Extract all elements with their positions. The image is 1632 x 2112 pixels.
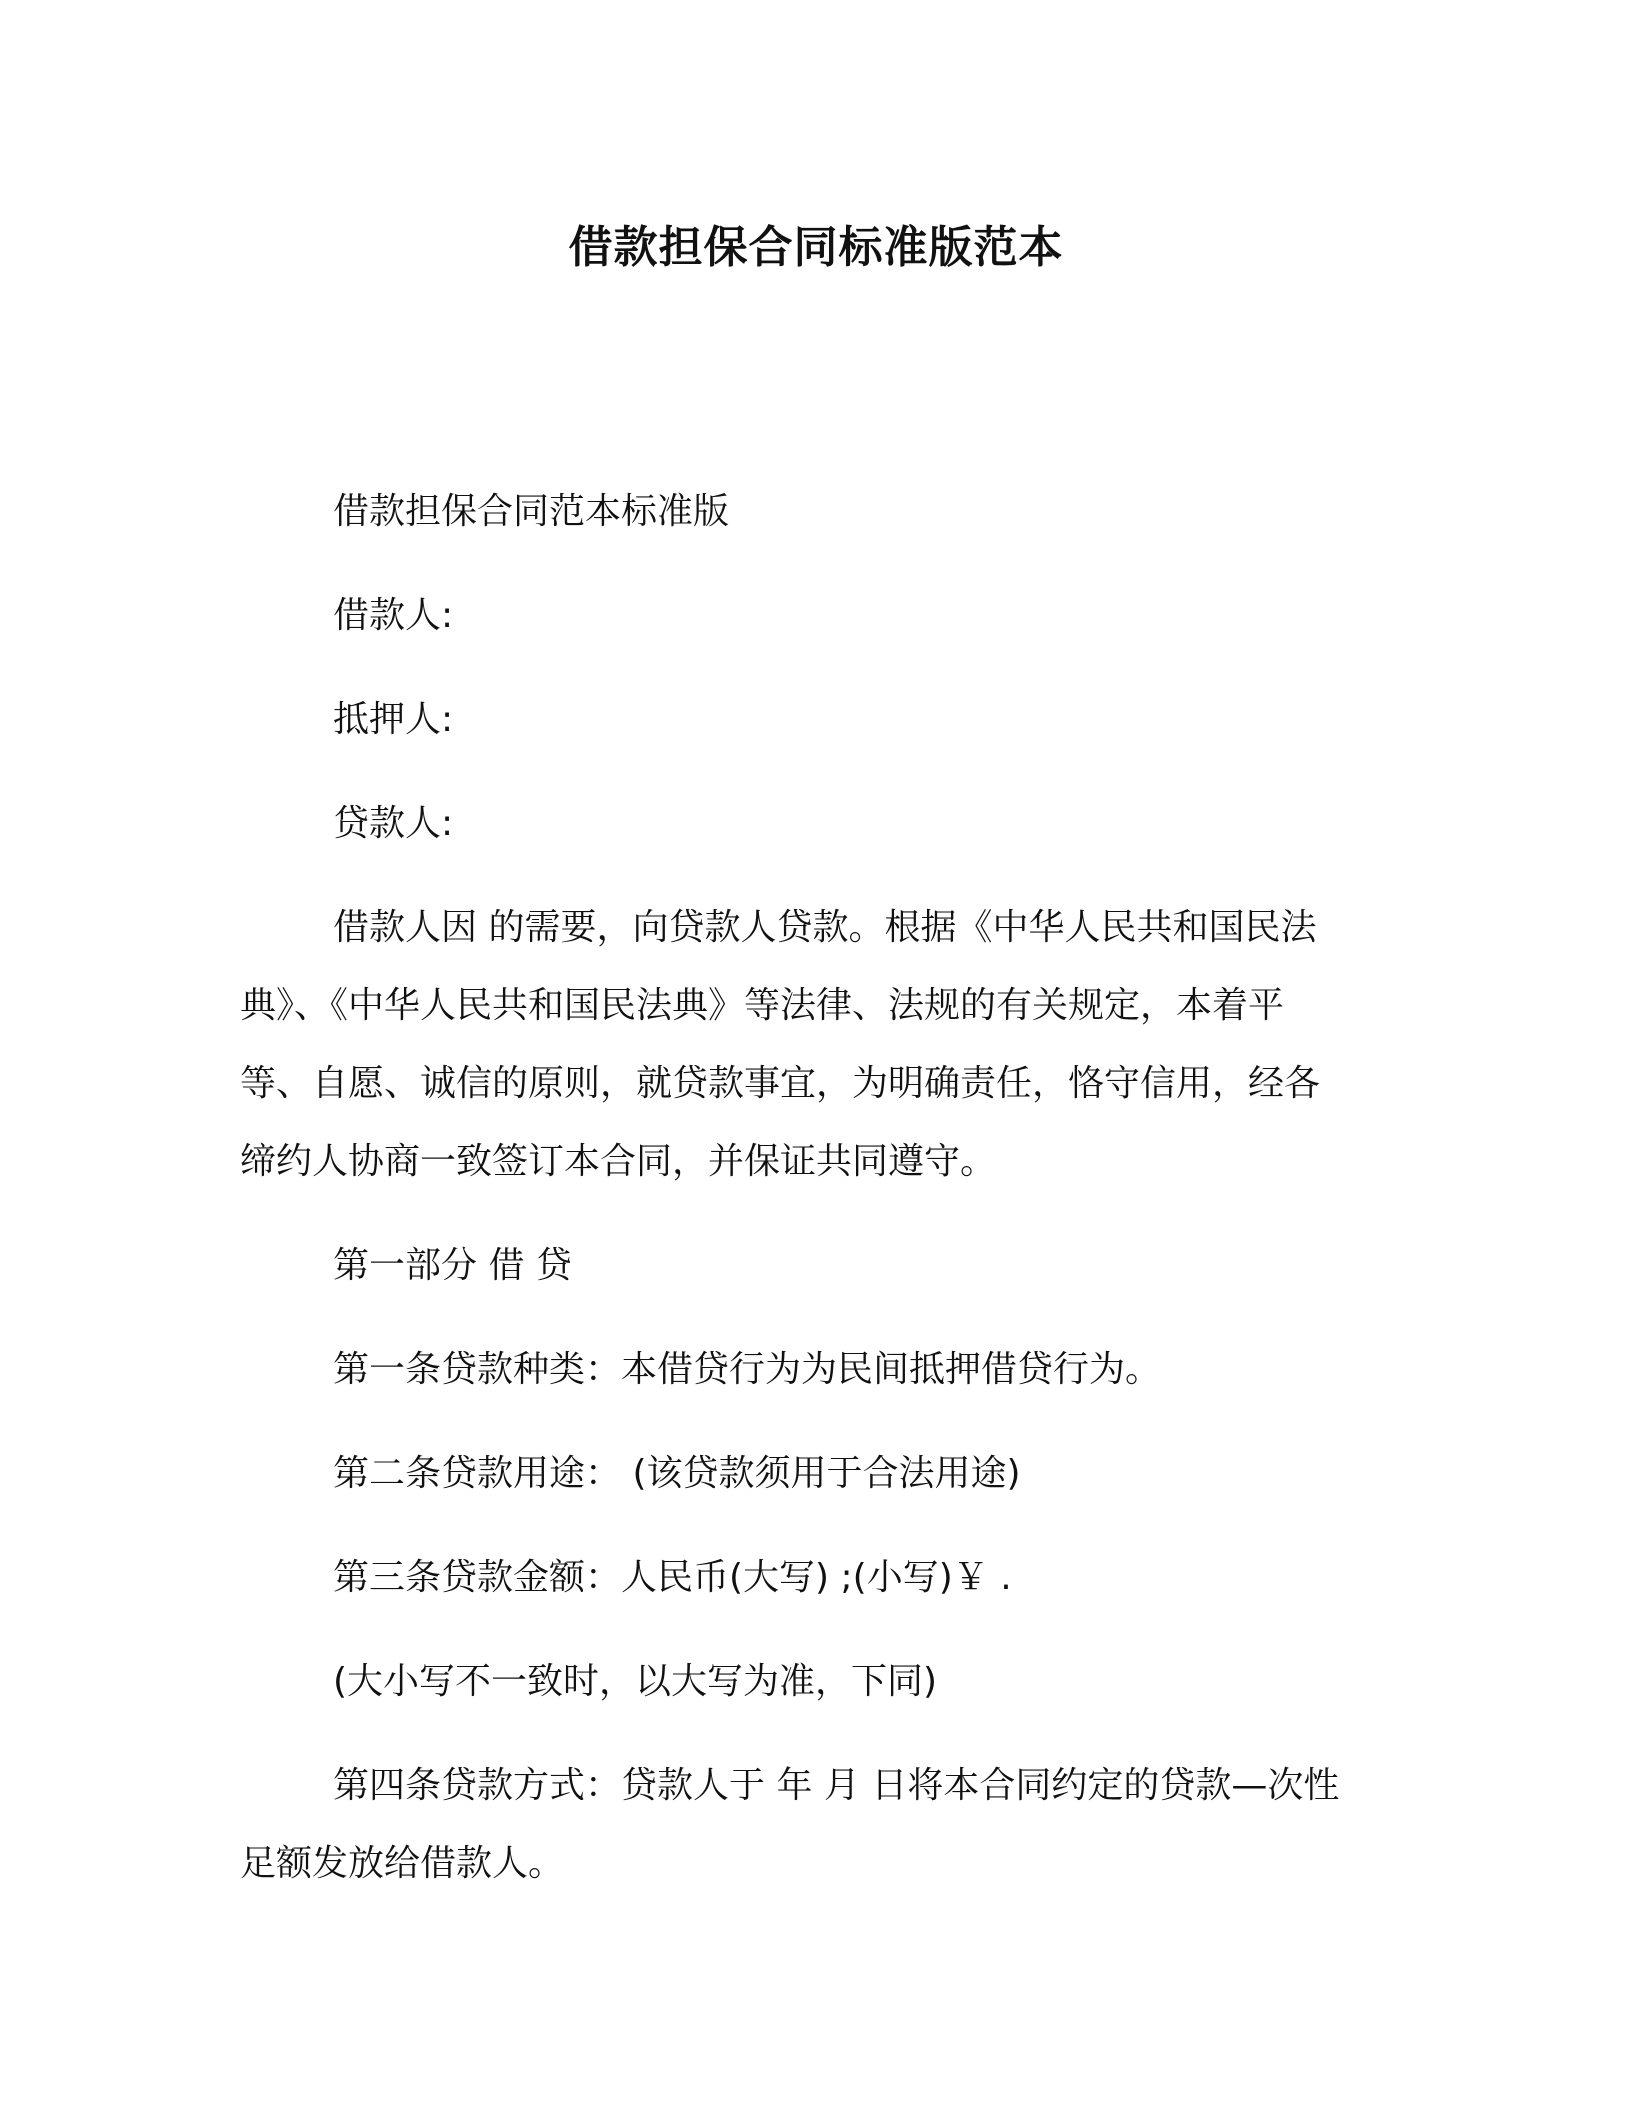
preamble-line: 借款人因 的需要，向贷款人贷款。根据《中华人民共和国民法 [333, 907, 1317, 948]
article-3-note: (大小写不一致时，以大写为准，下同) [333, 1661, 938, 1702]
article-4-line: 足额发放给借款人。 [240, 1843, 565, 1884]
document-subtitle: 借款担保合同范本标准版 [333, 491, 730, 532]
article-3: 第三条贷款金额：人民币(大写) ;(小写)￥ . [333, 1557, 1012, 1598]
party-borrower-label: 借款人: [333, 595, 454, 636]
party-lender-label: 贷款人: [333, 803, 454, 844]
article-2: 第二条贷款用途： (该贷款须用于合法用途) [333, 1453, 1021, 1494]
preamble-line: 缔约人协商一致签订本合同，并保证共同遵守。 [240, 1141, 997, 1182]
preamble-line: 等、自愿、诚信的原则，就贷款事宜，为明确责任，恪守信用，经各 [240, 1063, 1321, 1104]
party-mortgagor-label: 抵押人: [333, 699, 454, 740]
part-one-heading: 第一部分 借 贷 [333, 1245, 572, 1286]
article-1: 第一条贷款种类：本借贷行为为民间抵押借贷行为。 [333, 1349, 1162, 1390]
document-title: 借款担保合同标准版范本 [568, 222, 1064, 273]
article-4-line: 第四条贷款方式：贷款人于 年 月 日将本合同约定的贷款—次性 [333, 1765, 1340, 1806]
preamble-line: 典》、《中华人民共和国民法典》等法律、法规的有关规定，本着平 [240, 985, 1285, 1026]
